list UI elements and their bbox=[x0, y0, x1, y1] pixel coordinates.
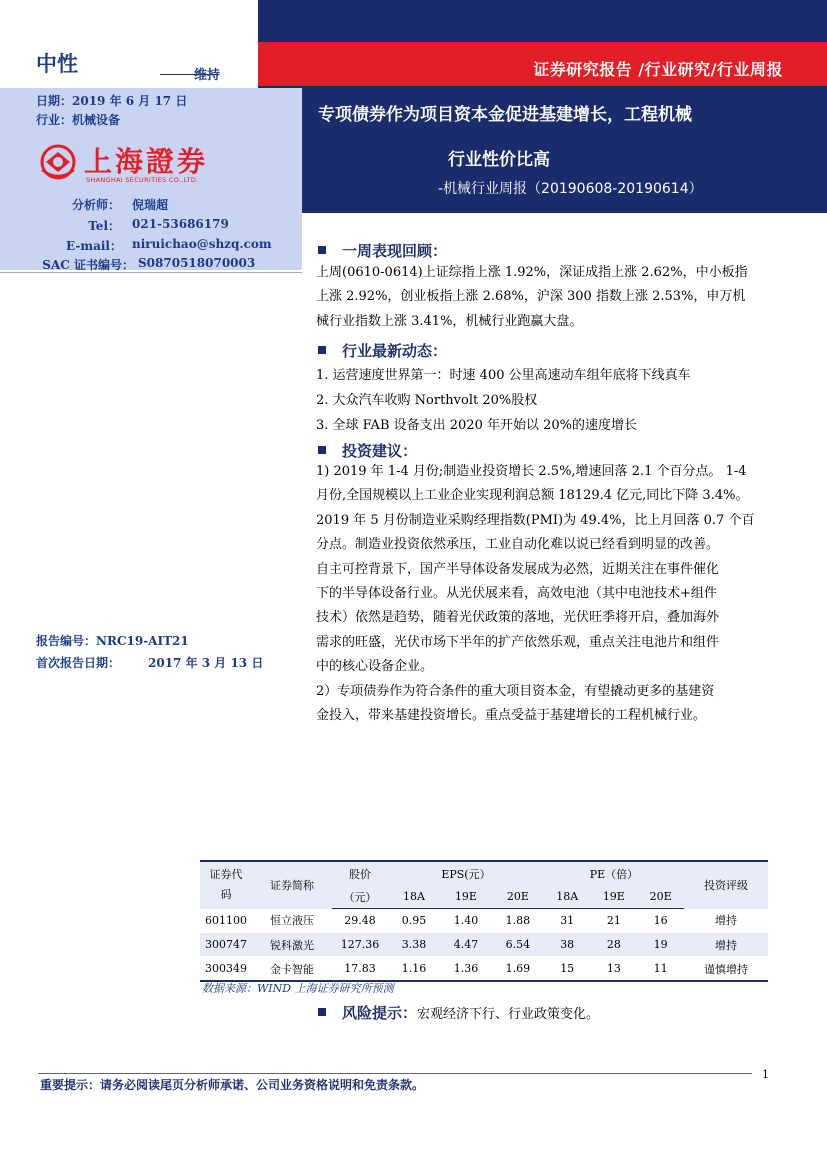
cell-price: 127.36 bbox=[332, 933, 388, 957]
email-value[interactable]: niruichao@shzq.com bbox=[132, 237, 272, 251]
logo-subtext: SHANGHAI SECURITIES CO.,LTD. bbox=[86, 176, 199, 184]
first-report-date: 2017 年 3 月 13 日 bbox=[148, 656, 264, 670]
report-title-line2: 行业性价比高 bbox=[448, 150, 550, 170]
col-eps: EPS(元） bbox=[388, 861, 544, 885]
heading-text: 投资建议： bbox=[342, 442, 418, 460]
col-year: 19E bbox=[590, 885, 637, 909]
tel-value: 021-53686179 bbox=[132, 217, 229, 231]
cell-pe: 11 bbox=[637, 957, 684, 982]
company-logo bbox=[36, 140, 226, 188]
table-header-row bbox=[200, 861, 768, 885]
text-line: 上涨 2.92%，创业板指上涨 2.68%，沪深 300 指数上涨 2.53%，申万机 bbox=[316, 289, 746, 305]
text-line: 2019 年 5 月份制造业采购经理指数(PMI)为 49.4%，比上月回落 0.7 个百 bbox=[316, 512, 755, 528]
col-year: 19E bbox=[440, 885, 492, 909]
cell-pe: 19 bbox=[637, 933, 684, 957]
report-subtitle: -机械行业周报（20190608-20190614） bbox=[438, 181, 703, 197]
cell-eps: 4.47 bbox=[440, 933, 492, 957]
text-line: 技术）依然是趋势，随着光伏政策的落地，光伏旺季将开启，叠加海外 bbox=[316, 610, 720, 626]
bullet-square-icon bbox=[318, 346, 326, 354]
first-report-date-label: 首次报告日期： bbox=[36, 656, 121, 670]
cell-pe: 15 bbox=[544, 957, 591, 982]
cell-pe: 21 bbox=[590, 909, 637, 933]
bullet-square-icon bbox=[318, 1008, 326, 1016]
cell-pe: 16 bbox=[637, 909, 684, 933]
col-price-unit: （元） bbox=[332, 885, 388, 909]
text-line: 2）专项债券作为符合条件的重大项目资本金，有望撬动更多的基建资 bbox=[316, 683, 715, 699]
footer-disclaimer: 重要提示：请务必阅读尾页分析师承诺、公司业务资格说明和免责条款。 bbox=[40, 1078, 425, 1092]
col-code: 证券代 码 bbox=[200, 861, 252, 909]
section-news-heading bbox=[318, 340, 447, 361]
cell-eps: 1.40 bbox=[440, 909, 492, 933]
footer-divider bbox=[38, 1073, 752, 1074]
col-pe: PE（倍） bbox=[544, 861, 684, 885]
panel-border bbox=[0, 272, 302, 273]
sac-label: SAC 证书编号： bbox=[42, 258, 134, 272]
cell-name: 金卡智能 bbox=[252, 957, 332, 982]
cell-code: 601100 bbox=[200, 909, 252, 933]
logo-text: 上海證券 bbox=[84, 145, 209, 178]
text-line: 下的半导体设备行业。从光伏展来看，高效电池（其中电池技术+组件 bbox=[316, 586, 717, 602]
cell-price: 29.48 bbox=[332, 909, 388, 933]
text-line: 自主可控背景下，国产半导体设备发展成为必然，近期关注在事件催化 bbox=[316, 561, 720, 577]
page-number: 1 bbox=[762, 1068, 769, 1081]
cell-eps: 0.95 bbox=[388, 909, 440, 933]
analyst-label: 分析师： bbox=[71, 198, 120, 212]
heading-text: 行业最新动态： bbox=[342, 342, 448, 360]
text-line: 中的核心设备企业。 bbox=[316, 659, 434, 675]
cell-price: 17.83 bbox=[332, 957, 388, 982]
table-row bbox=[200, 933, 768, 957]
heading-text: 风险提示： bbox=[342, 1004, 418, 1022]
email-label: E-mail： bbox=[66, 239, 122, 253]
news-item: 3. 全球 FAB 设备支出 2020 年开始以 20%的速度增长 bbox=[316, 418, 638, 433]
text-line: 金投入，带来基建投资增长。重点受益于基建增长的工程机械行业。 bbox=[316, 708, 707, 724]
cell-eps: 1.16 bbox=[388, 957, 440, 982]
bullet-square-icon bbox=[318, 446, 326, 454]
cell-rating: 增持 bbox=[684, 933, 768, 957]
news-item: 2. 大众汽车收购 Northvolt 20%股权 bbox=[316, 393, 538, 408]
table-row bbox=[200, 909, 768, 933]
col-year: 18A bbox=[544, 885, 591, 909]
heading-text: 一周表现回顾： bbox=[342, 242, 448, 260]
text-line: 械行业指数上涨 3.41%，机械行业跑赢大盘。 bbox=[316, 313, 583, 329]
bullet-square-icon bbox=[318, 246, 326, 254]
cell-pe: 31 bbox=[544, 909, 591, 933]
text-line: 分点。制造业投资依然承压，工业自动化难以说已经看到明显的改善。 bbox=[316, 537, 720, 553]
col-year: 20E bbox=[637, 885, 684, 909]
section-advice-heading bbox=[318, 440, 417, 461]
advice-paragraph bbox=[316, 460, 776, 728]
analyst-name: 倪瑞超 bbox=[132, 198, 169, 212]
rating: 中性 bbox=[36, 52, 78, 76]
sac-value: S0870518070003 bbox=[138, 256, 256, 270]
report-date: 日期：2019 年 6 月 17 日 bbox=[36, 94, 188, 108]
report-title-line1: 专项债券作为项目资本金促进基建增长，工程机械 bbox=[318, 105, 692, 125]
review-paragraph bbox=[316, 261, 776, 334]
cell-eps: 3.38 bbox=[388, 933, 440, 957]
header-top-band bbox=[258, 0, 827, 42]
section-review-heading bbox=[318, 240, 447, 261]
cell-name: 锐科激光 bbox=[252, 933, 332, 957]
text-line: 月份,全国规模以上工业企业实现利润总额 18129.4 亿元,同比下降 3.4%。 bbox=[316, 488, 749, 504]
cell-code: 300349 bbox=[200, 957, 252, 982]
table-row bbox=[200, 957, 768, 982]
cell-eps: 1.36 bbox=[440, 957, 492, 982]
cell-rating: 谨慎增持 bbox=[684, 957, 768, 982]
cell-name: 恒立液压 bbox=[252, 909, 332, 933]
cell-pe: 38 bbox=[544, 933, 591, 957]
cell-eps: 6.54 bbox=[492, 933, 544, 957]
cell-code: 300747 bbox=[200, 933, 252, 957]
rating-note: 维持 bbox=[194, 68, 221, 83]
cell-eps: 1.69 bbox=[492, 957, 544, 982]
industry: 行业：机械设备 bbox=[36, 113, 121, 127]
report-number: 报告编号：NRC19-AIT21 bbox=[36, 634, 189, 648]
valuation-table bbox=[200, 860, 768, 982]
tel-label: Tel： bbox=[88, 219, 120, 233]
data-source: 数据来源：WIND 上海证券研究所预测 bbox=[202, 982, 394, 995]
section-risk-heading bbox=[318, 1002, 599, 1023]
col-year: 20E bbox=[492, 885, 544, 909]
cell-eps: 1.88 bbox=[492, 909, 544, 933]
text-line: 1) 2019 年 1-4 月份;制造业投资增长 2.5%,增速回落 2.1 个百分点。 1-4 bbox=[316, 464, 747, 479]
col-year: 18A bbox=[388, 885, 440, 909]
text-line: 上周(0610-0614)上证综指上涨 1.92%，深证成指上涨 2.62%，中小板指 bbox=[316, 265, 748, 280]
text-line: 需求的旺盛，光伏市场下半年的扩产依然乐观，重点关注电池片和组件 bbox=[316, 634, 720, 650]
cell-rating: 增持 bbox=[684, 909, 768, 933]
news-item: 1. 运营速度世界第一：时速 400 公里高速动车组年底将下线真车 bbox=[316, 368, 691, 383]
col-name: 证券简称 bbox=[252, 861, 332, 909]
col-rating: 投资评级 bbox=[684, 861, 768, 909]
cell-pe: 13 bbox=[590, 957, 637, 982]
col-price: 股价 bbox=[332, 861, 388, 885]
risk-text: 宏观经济下行、行业政策变化。 bbox=[417, 1007, 600, 1022]
report-type: 证券研究报告 /行业研究/行业周报 bbox=[533, 60, 783, 79]
cell-pe: 28 bbox=[590, 933, 637, 957]
